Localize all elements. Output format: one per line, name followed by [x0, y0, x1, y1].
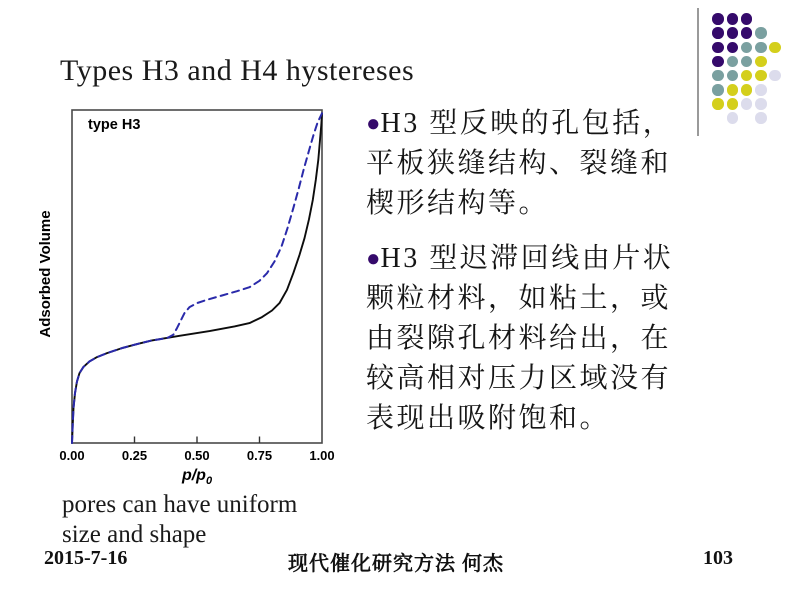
bullet-icon: ● [366, 111, 381, 137]
bullet-text-line: 由裂隙孔材料给出，在 [366, 323, 672, 354]
dot [712, 56, 724, 68]
dot [712, 27, 724, 39]
bullet-text-line: H3 型迟滞回线由片状 [380, 243, 674, 274]
caption-line: size and shape [62, 521, 207, 548]
dot [755, 112, 767, 124]
dot [741, 56, 753, 68]
dot [712, 84, 724, 96]
dot [741, 70, 753, 82]
adsorption-curve [72, 113, 322, 443]
dot [755, 70, 767, 82]
x-tick-label: 0.75 [246, 448, 273, 463]
x-axis-label: $p/p_0$ [181, 467, 213, 487]
bullet-text-line: 楔形结构等。 [366, 188, 550, 219]
dot [741, 27, 753, 39]
x-tick-label: 0.50 [184, 448, 210, 463]
hysteresis-chart [30, 100, 340, 495]
dot [755, 27, 767, 39]
footer-course-name: 现代催化研究方法 何杰 [288, 553, 504, 575]
bullet-text-line: 平板狭缝结构、裂缝和 [366, 148, 672, 179]
decoration-vertical-line [697, 8, 699, 136]
page-title: Types H3 and H4 hystereses [60, 54, 415, 87]
bullet-text-line: 较高相对压力区域没有 [366, 363, 672, 394]
dot [712, 98, 724, 110]
plot-frame [72, 110, 322, 443]
dot [741, 84, 753, 96]
dot [755, 42, 767, 54]
bullet-text-line: H3 型反映的孔包括， [380, 108, 674, 139]
x-tick-label: 0.00 [59, 448, 85, 463]
bullet-list [366, 104, 702, 454]
bullet-item-2 [366, 239, 702, 439]
dot [727, 98, 739, 110]
dot [727, 70, 739, 82]
dot [769, 42, 781, 54]
chart-inner-label: type H3 [88, 117, 141, 133]
caption-line: pores can have uniform [62, 491, 298, 518]
dot [755, 84, 767, 96]
desorption-curve [72, 113, 322, 443]
bullet-text-line: 颗粒材料，如粘土，或 [366, 283, 672, 314]
x-tick-label: 0.25 [121, 448, 148, 463]
dot [727, 112, 739, 124]
dot [741, 42, 753, 54]
bullet-item-1 [366, 104, 702, 224]
dot [712, 13, 724, 25]
page-number: 103 [703, 547, 733, 569]
dot [769, 70, 781, 82]
chart-svg [30, 100, 340, 495]
dot [712, 42, 724, 54]
dot [727, 84, 739, 96]
dot [741, 98, 753, 110]
dot [712, 70, 724, 82]
dot [727, 42, 739, 54]
bullet-icon: ● [366, 246, 381, 272]
x-tick-label: 1.00 [309, 448, 335, 463]
dot [727, 27, 739, 39]
y-axis-label: Adsorbed Volume [37, 210, 54, 338]
dot [755, 56, 767, 68]
dot [755, 98, 767, 110]
dot [727, 56, 739, 68]
dot [741, 13, 753, 25]
bullet-text-line: 表现出吸附饱和。 [366, 403, 611, 434]
chart-caption [62, 490, 297, 550]
footer-date: 2015-7-16 [44, 547, 128, 569]
dot [727, 13, 739, 25]
